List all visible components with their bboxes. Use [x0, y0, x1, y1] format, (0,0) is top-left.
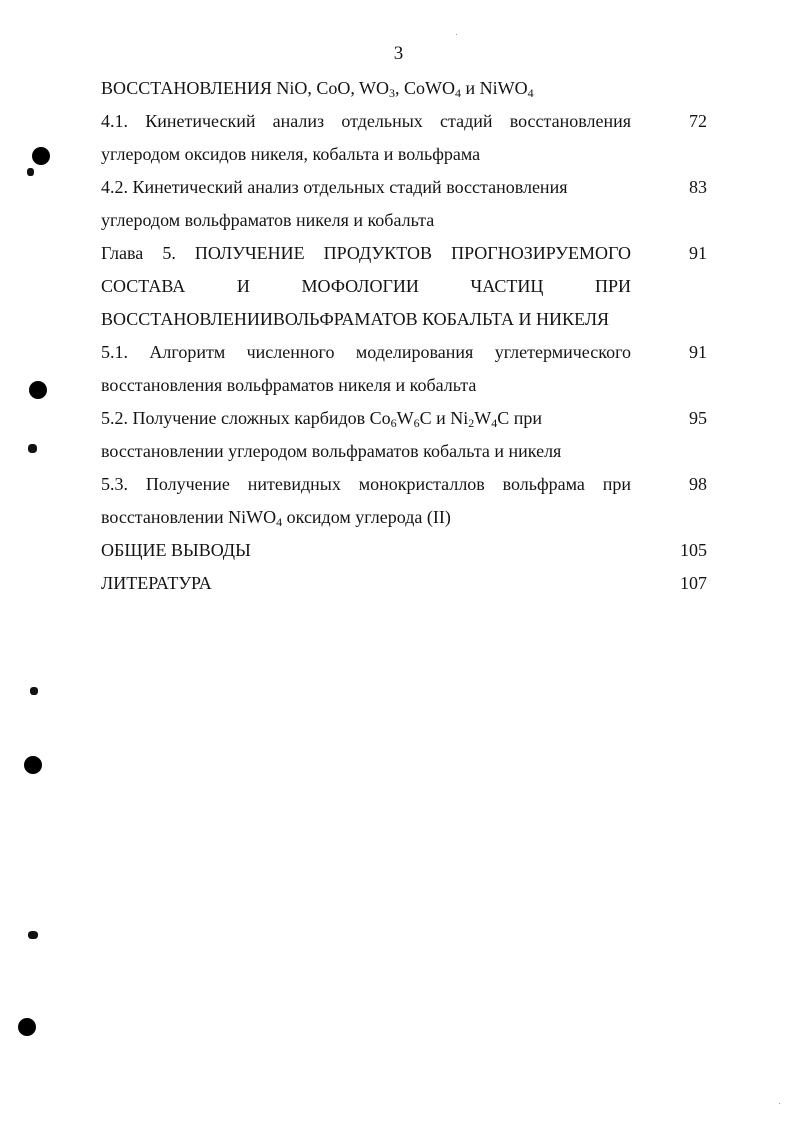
toc-entry-text: ВОССТАНОВЛЕНИЯ NiO, CoO, $WO_3$, CoWO$_4$ и NiWO$_4$	[101, 78, 534, 100]
toc-entry-page: 91	[689, 243, 707, 263]
scan-speck	[779, 1103, 780, 1104]
toc-entry	[101, 567, 711, 600]
toc-entry-page: 72	[689, 111, 707, 131]
toc-entry	[101, 534, 711, 567]
toc-entry-page: 83	[689, 177, 707, 197]
punch-hole	[32, 147, 50, 165]
toc-entry	[101, 402, 711, 468]
toc-entry-text: 4.2. Кинетический анализ отдельных стадий восстановления углеродом вольфраматов никеля и кобальта	[101, 177, 568, 230]
toc-entry	[101, 336, 711, 402]
toc-entry	[101, 72, 711, 105]
toc-entry-page: 105	[680, 540, 707, 560]
toc-entry-text: ОБЩИЕ ВЫВОДЫ	[101, 540, 251, 560]
toc-entry-text: 5.1. Алгоритм численного моделирования углетермического восстановления вольфраматов никеля и кобальта	[101, 342, 631, 395]
toc-entry-page: 98	[689, 474, 707, 494]
toc-entry-text: Глава 5. ПОЛУЧЕНИЕ ПРОДУКТОВ ПРОГНОЗИРУЕМОГО СОСТАВА И МОФОЛОГИИ ЧАСТИЦ ПРИ ВОССТАНОВЛЕНИИВОЛЬФРАМАТОВ КОБАЛЬТА И НИКЕЛЯ	[101, 243, 631, 329]
toc-entry-text: 5.3. Получение нитевидных монокристаллов вольфрама при восстановлении NiWO$_4$ оксидом углерода (II)	[101, 474, 631, 529]
scan-speck	[28, 444, 37, 453]
toc-entry-text: ЛИТЕРАТУРА	[101, 573, 212, 593]
punch-hole	[24, 756, 42, 774]
punch-hole	[18, 1018, 36, 1036]
toc-entry	[101, 105, 711, 171]
page-number: 3	[393, 43, 404, 64]
toc-entry	[101, 171, 711, 237]
table-of-contents	[101, 72, 711, 600]
toc-entry-text: 5.2. Получение сложных карбидов $Co_6W_6C$ и $Ni_2W_4C$ при восстановлении углеродом вольфраматов кобальта и никеля	[101, 408, 562, 461]
scan-speck	[27, 168, 34, 176]
toc-entry	[101, 468, 711, 534]
punch-hole	[29, 381, 47, 399]
toc-entry-page: 95	[689, 408, 707, 428]
scan-speck	[28, 931, 38, 939]
toc-entry	[101, 237, 711, 336]
toc-entry-text: 4.1. Кинетический анализ отдельных стадий восстановления углеродом оксидов никеля, кобальта и вольфрама	[101, 111, 631, 164]
toc-entry-page: 107	[680, 573, 707, 593]
scan-speck	[30, 687, 38, 695]
scan-speck	[456, 34, 457, 35]
toc-entry-page: 91	[689, 342, 707, 362]
